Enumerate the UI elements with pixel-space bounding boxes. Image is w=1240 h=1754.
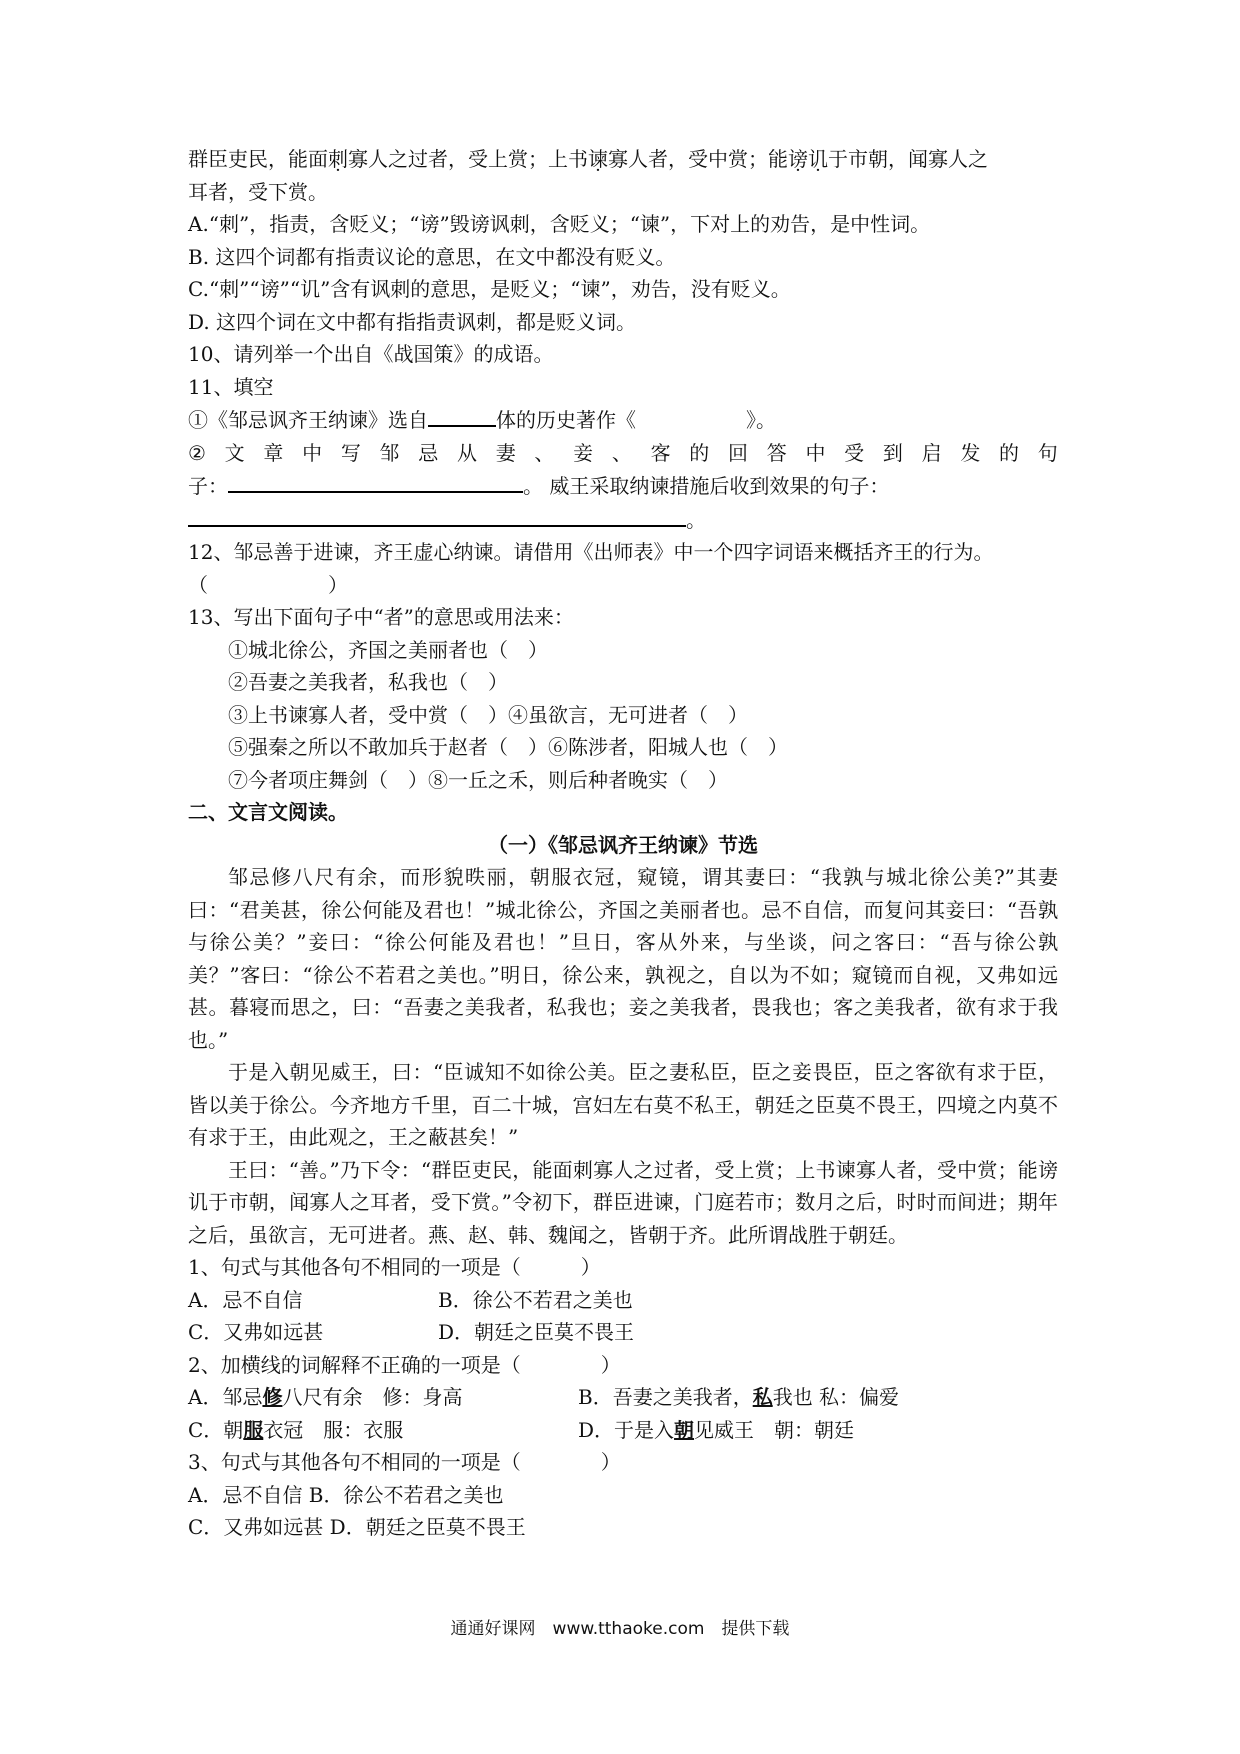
section-heading: 二、文言文阅读。	[188, 800, 348, 824]
option-b	[578, 1385, 899, 1409]
spread-char: 中	[805, 440, 826, 465]
dotted-word-jian: 谏	[588, 147, 608, 171]
q13-item: ③上书谏寡人者，受中赏（ ）④虽欲言，无可进者（ ）	[228, 702, 748, 727]
fill-blank[interactable]	[428, 403, 496, 427]
paren-open: （	[188, 572, 208, 597]
spread-char: 受	[844, 440, 865, 465]
q11-item2-text: 子：	[188, 474, 228, 498]
q9-stem-text: 群臣吏民，能面	[188, 147, 328, 171]
spread-char: 的	[999, 440, 1020, 465]
document-page	[188, 143, 1058, 1544]
dotted-word-ji: 讥	[808, 147, 828, 171]
q9-stem-text: 寡人者，受中赏；能	[608, 147, 788, 171]
q13-item: ①城北徐公，齐国之美丽者也（ ）	[228, 637, 548, 662]
q11-item2-text: 。 威王采取纳谏措施后收到效果的句子：	[523, 474, 890, 498]
option-a: A．忌不自信	[188, 1287, 303, 1312]
option-text: 见威王 朝：朝廷	[694, 1417, 855, 1442]
dotted-word-ci: 刺	[328, 147, 348, 171]
reading-q1-options-cd	[188, 1316, 1058, 1349]
underlined-word: 私	[752, 1385, 773, 1409]
q11-item1-text: 体的历史著作《	[496, 408, 636, 432]
passage-paragraph-1: 邹忌修八尺有余，而形貌昳丽，朝服衣冠，窥镜，谓其妻曰：“我孰与城北徐公美?”其妻曰：“君美甚，徐公何能及君也！”城北徐公，齐国之美丽者也。忌不自信，而复问其妾曰：“吾孰与徐公美？”妾曰：“徐公何能及君也！”旦日，客从外来，与坐谈，问之客曰：“吾与徐公孰美？”客曰：“徐公不若君之美也。”明日，徐公来，孰视之，自以为不如；窥镜而自视，又弗如远甚。暮寝而思之，曰：“吾妻之美我者，私我也；妾之美我者，畏我也；客之美我者，欲有求于我也。”	[188, 865, 1058, 1052]
spread-char: 句	[1037, 440, 1058, 465]
question-13-title: 13、写出下面句子中“者”的意思或用法来：	[188, 605, 574, 629]
question-11-item2-line2	[188, 469, 1058, 503]
spread-char: 回	[728, 440, 748, 465]
spread-char: ②	[188, 440, 206, 465]
fill-blank[interactable]	[188, 503, 686, 527]
question-12-answer	[188, 569, 1058, 602]
reading-q2-options-cd	[188, 1414, 1058, 1447]
spread-char: 邹	[379, 440, 400, 465]
spread-char: 妾	[573, 440, 594, 465]
option-b: B．徐公不若君之美也	[438, 1287, 633, 1312]
q9-option-a: A.“刺”，指责，含贬义；“谤”毁谤讽刺，含贬义；“谏”，下对上的劝告，是中性词。	[188, 212, 931, 236]
underlined-word: 修	[262, 1385, 283, 1409]
option-text: A．邹忌	[188, 1385, 263, 1409]
q11-item1-text: 》。	[746, 408, 776, 432]
spread-char: 、	[534, 440, 555, 465]
spread-char: 忌	[418, 440, 439, 465]
option-d: D．朝廷之臣莫不畏王	[438, 1320, 635, 1344]
reading-q1-options-ab	[188, 1284, 1058, 1317]
fill-blank[interactable]	[228, 469, 523, 493]
option-text: B．吾妻之美我者，	[578, 1385, 753, 1409]
spread-char: 文	[224, 440, 245, 465]
spread-char: 到	[882, 440, 903, 465]
spread-char: 、	[611, 440, 632, 465]
q13-item: ⑦今者项庄舞剑（ ）⑧一丘之禾，则后种者晚实（ ）	[228, 767, 728, 792]
spread-char: 中	[302, 440, 323, 465]
question-10: 10、请列举一个出自《战国策》的成语。	[188, 342, 554, 366]
option-text: C．朝	[188, 1417, 244, 1442]
q11-item1-text: ①《邹忌讽齐王纳谏》选自	[188, 408, 428, 432]
spread-char: 客	[650, 440, 671, 465]
q9-option-b: B. 这四个词都有指责议论的意思，在文中都没有贬义。	[188, 244, 676, 269]
reading-question-3: 3、句式与其他各句不相同的一项是（ ）	[188, 1450, 621, 1474]
spread-char: 写	[340, 440, 361, 465]
spread-char: 启	[921, 440, 942, 465]
option-a	[188, 1381, 578, 1414]
question-11-title: 11、填空	[188, 374, 274, 399]
spread-char: 发	[960, 440, 981, 465]
q9-option-d: D. 这四个词在文中都有指指责讽刺，都是贬义词。	[188, 309, 637, 334]
q9-stem-text: 寡人之过者，受上赏；上书	[348, 147, 588, 171]
passage-paragraph-2: 于是入朝见威王，曰：“臣诚知不如徐公美。臣之妻私臣，臣之妾畏臣，臣之客欲有求于臣，皆以美于徐公。今齐地方千里，百二十城，宫妇左右莫不私王，朝廷之臣莫不畏王，四境之内莫不有求于王，由此观之，王之蔽甚矣！”	[188, 1060, 1058, 1149]
option-c	[188, 1414, 578, 1447]
spread-char: 答	[766, 440, 787, 465]
passage-paragraph-3: 王曰：“善。”乃下令：“群臣吏民，能面刺寡人之过者，受上赏；上书谏寡人者，受中赏；能谤讥于市朝，闻寡人之耳者，受下赏。”令初下，群臣进谏，门庭若市；数月之后，时时而间进；期年之后，虽欲言，无可进者。燕、赵、韩、魏闻之，皆朝于齐。此所谓战胜于朝廷。	[188, 1157, 1058, 1247]
spread-char: 从	[456, 440, 477, 465]
spread-char: 章	[263, 440, 284, 465]
option-d	[578, 1418, 854, 1442]
reading-question-1: 1、句式与其他各句不相同的一项是（ ）	[188, 1255, 601, 1279]
question-11-item1	[188, 403, 1058, 437]
option-text: 我也 私：偏爱	[772, 1385, 900, 1409]
q9-stem-line2: 耳者，受下赏。	[188, 179, 328, 204]
q13-item: ⑤强秦之所以不敢加兵于赵者（ ）⑥陈涉者，阳城人也（ ）	[228, 735, 788, 759]
reading-q3-options-line1: A．忌不自信 B．徐公不若君之美也	[188, 1482, 504, 1507]
option-text: 衣冠 服：衣服	[263, 1417, 404, 1442]
question-12: 12、邹忌善于进谏，齐王虚心纳谏。请借用《出师表》中一个四字词语来概括齐王的行为。	[188, 540, 994, 564]
reading-q3-options-line2: C．又弗如远甚 D．朝廷之臣莫不畏王	[188, 1515, 526, 1539]
paren-close: ）	[328, 572, 348, 597]
q9-stem-line1	[188, 143, 1058, 176]
passage-title: （一）《邹忌讽齐王纳谏》节选	[488, 832, 758, 857]
reading-question-2: 2、加横线的词解释不正确的一项是（ ）	[188, 1352, 621, 1377]
q9-stem-text: 于市朝，闻寡人之	[828, 147, 988, 171]
q11-item2-end: 。	[686, 507, 706, 532]
question-11-item2-line3	[188, 503, 1058, 537]
underlined-word: 朝	[674, 1417, 695, 1442]
dotted-word-bang: 谤	[788, 147, 808, 171]
spread-char: 妻	[495, 440, 516, 465]
q9-option-c: C.“刺”“谤”“讥”含有讽刺的意思，是贬义；“谏”，劝告，没有贬义。	[188, 277, 791, 301]
spread-char: 的	[689, 440, 710, 465]
q13-item: ②吾妻之美我者，私我也（ ）	[228, 670, 508, 694]
reading-q2-options-ab	[188, 1381, 1058, 1414]
option-text: D．于是入	[578, 1417, 675, 1442]
underlined-word: 服	[243, 1417, 264, 1442]
page-footer: 通通好课网 www.tthaoke.com 提供下载	[450, 1619, 790, 1639]
question-11-item2-line1	[188, 437, 1058, 470]
option-text: 八尺有余 修：身高	[282, 1385, 463, 1409]
option-c: C．又弗如远甚	[188, 1320, 324, 1344]
